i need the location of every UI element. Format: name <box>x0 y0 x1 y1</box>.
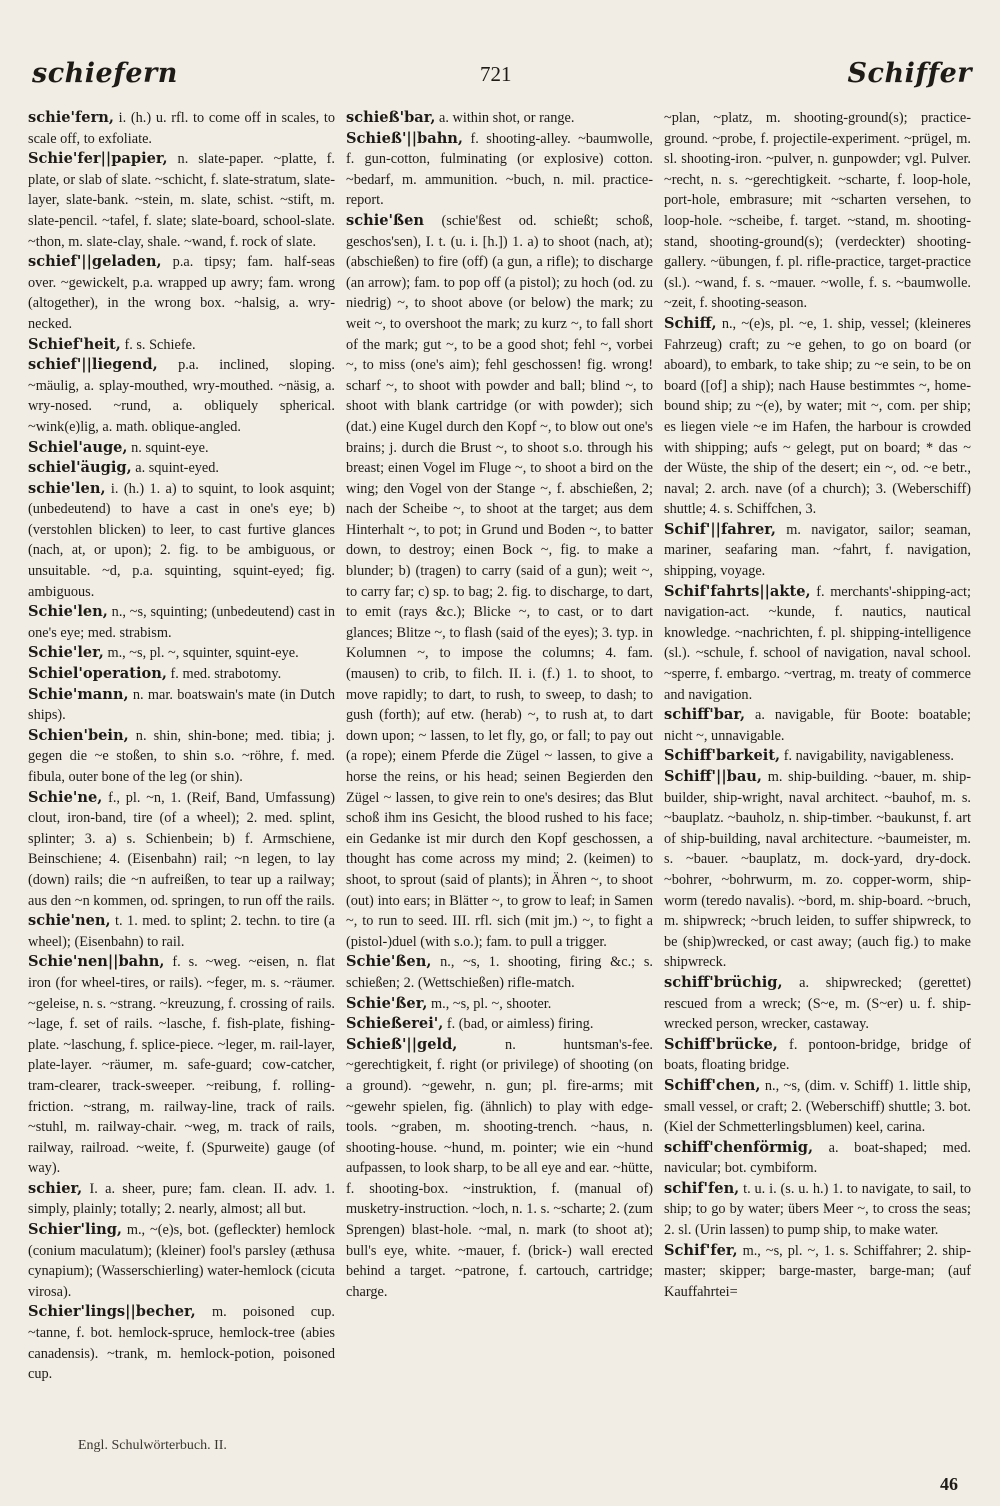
dictionary-entry <box>346 129 653 211</box>
entry-definition: a. boat-shaped; med. navicular; bot. cymbiform. <box>664 1139 971 1177</box>
dictionary-entry <box>28 952 335 1179</box>
entry-definition: f. navigability, navigableness. <box>780 748 954 765</box>
entry-headword: Schie'ler, <box>28 644 104 662</box>
entry-definition: f. pontoon-bridge, bridge of boats, floating bridge. <box>664 1036 971 1074</box>
dictionary-page <box>28 0 972 1506</box>
dictionary-entry <box>28 1179 335 1220</box>
page-number: 721 <box>480 62 512 86</box>
entry-definition: i. (h.) u. rfl. to come off in scales, to scale off, to exfoliate. <box>28 110 335 147</box>
columns <box>28 108 972 1468</box>
dictionary-entry <box>346 108 653 129</box>
entry-definition: f. (bad, or aimless) firing. <box>443 1016 594 1033</box>
dictionary-entry <box>28 458 335 479</box>
entry-headword: schif'fen, <box>664 1179 740 1197</box>
entry-headword: schiff'chenförmig, <box>664 1138 814 1156</box>
entry-headword: Schie'ne, <box>28 788 103 806</box>
column-1 <box>28 108 335 1468</box>
entry-definition: i. (h.) 1. a) to squint, to look asquint; (unbedeutend) to have a cast in one's eye; b) (verstohlen blicken) to leer, to cast furtive glances (nach, at, or upon); 2. fig. to be ambiguous, or unsuitable. ~d, p.a. squinting, squint-eyed; fig. ambiguous. <box>28 480 335 600</box>
entry-definition: f. shooting-alley. ~baumwolle, f. gun-cotton, fulminating (or explosive) cotton. ~bedarf, m. ammunition. ~buch, n. mil. practice-report. <box>346 130 653 209</box>
entry-headword: schie'ßen <box>346 211 424 229</box>
signature-mark: 46 <box>940 1474 958 1494</box>
entry-headword: Schießerei', <box>346 1015 444 1033</box>
entry-headword: schie'fern, <box>28 109 114 126</box>
entry-definition: I. a. sheer, pure; fam. clean. II. adv. 1. simply, plainly; totally; 2. nearly, almost; all but. <box>28 1180 335 1218</box>
dictionary-entry <box>28 335 335 356</box>
dictionary-entry <box>28 149 335 252</box>
entry-headword: schie'len, <box>28 479 106 497</box>
entry-definition: p.a. inclined, sloping. ~mäulig, a. splay-mouthed, wry-mouthed. ~näsig, a. wry-nosed. ~rund, a. obliquely spherical. ~wink(e)lig, a. math. oblique-angled. <box>28 357 335 435</box>
entry-definition: a. navigable, für Boote: boatable; nicht ~, unnavigable. <box>664 707 971 744</box>
entry-definition: n. huntsman's-fee. ~gerechtigkeit, f. right (or privilege) of shooting (on a ground). ~gewehr, n. gun; pl. fire-arms; mit ~gewehr spielen, fig. (ähnlich) to play with edge-tools. ~graben, m. shooting-trench. ~haus, n. shooting-house. ~hund, m. pointer; wie ein ~hund aufpassen, to look sharp, to be all eye and ear. ~hütte, f. shooting-box. ~instruktion, f. (manual of) musketry-instruction. ~loch, n. 1. s. ~scharte; 2. (zum Sprengen) blast-hole. ~mal, n. mark (to shoot at); bull's eye, white. ~mauer, f. (brick-) wall erected behind a target. ~patrone, f. cartouch, cartridge; charge. <box>346 1036 653 1300</box>
dictionary-entry <box>28 1302 335 1384</box>
dictionary-entry <box>28 664 335 685</box>
dictionary-entry <box>28 788 335 912</box>
entry-definition: t. 1. med. to splint; 2. techn. to tire (a wheel); (Eisenbahn) to rail. <box>28 913 335 950</box>
entry-headword: schier, <box>28 1179 83 1197</box>
entry-definition: n. slate-paper. ~platte, f. plate, or slab of slate. ~schicht, f. slate-stratum, slate-layer, slate-bank. ~stein, m. slate, schist. ~stift, m. slate-pencil. ~tafel, f. slate; slate-board, school-slate. ~thon, m. slate-clay, shale. ~wand, f. rock of slate. <box>28 151 335 250</box>
entry-headword: Schie'len, <box>28 603 108 621</box>
dictionary-entry <box>664 746 971 767</box>
entry-headword: schief'||liegend, <box>28 356 158 374</box>
entry-definition: n., ~s, 1. shooting, firing &c.; s. schießen; 2. (Wettschießen) rifle-match. <box>346 954 653 991</box>
dictionary-entry <box>664 1179 971 1241</box>
entry-headword: schiff'bar, <box>664 706 746 724</box>
entry-headword: Schiff'||bau, <box>664 768 762 785</box>
dictionary-entry <box>664 582 971 706</box>
entry-definition: p.a. tipsy; fam. half-seas over. ~gewickelt, p.a. wrapped up awry; fam. wrong (altogether), in the wrong box. ~halsig, a. wry-necked. <box>28 254 335 332</box>
dictionary-entry <box>346 952 653 993</box>
dictionary-entry <box>664 1241 971 1303</box>
entry-definition: (schie'ßest od. schießt; schoß, geschos'sen), I. t. (u. i. [h.]) 1. a) to shoot (nach, at); (abschießen) to fire (off) (a gun, a rifle); to discharge (an arrow); fam. to pop off (a pistol); zu hoch (od. zu niedrig) ~, to shoot above (or below) the mark; zu weit ~, to overshoot the mark; zu kurz ~, to fall short of the mark; gut ~, to be a good shot; fehl ~, vorbei ~, to miss (one's aim); fehl geschossen! fig. wrong! scharf ~, to shoot with powder and ball; blind ~, to shoot with blank cartridge (or with powder); sich (dat.) eine Kugel durch den Kopf ~, to blow out one's brains; j. durch die Brust ~, to shoot s.o. through his breast; einen Vogel im Fluge ~, to shoot a bird on the wing; den Vogel von der Stange ~, f. abschießen, 2; nach der Scheibe ~, to shoot at the target; aus dem Hinterhalt ~, to pot; in Grund und Boden ~, to batter down, to destroy; einen Bock ~, fig. to make a blunder; b) (tragen) to carry (said of a gun); weit ~, to carry far; c) sp. to bag; 2. fig. to discharge, to dart, to emit (rays &c.); Blicke ~, to cast, or to dart glances; Blitze ~, to flash (said of the eyes); 3. typ. in Kolumnen ~, to impose the columns; 4. fam. (mausen) to crib, to filch. II. i. (f.) 1. to shoot, to move rapidly; to dart, to rush, to sweep, to dash; to gush (forth); auf etw. (herab) ~, to rush at, to dart down upon; ~ lassen, to let fly, go, or fall; to pay out (a rope); einem Pferde die Zügel ~ lassen, to give a horse the reins, or his head; seinen Begierden den Zügel ~ lassen, to give rein to one's desires; das Blut schoß ihm ins Gesicht, the blood rushed to his face; ein Gedanke ist mir durch den Kopf geschossen, a thought has come across my mind; 2. (keimen) to shoot, to sprout (said of plants); in Ähren ~, to shoot (out) into ears; in Blätter ~, to grow to leaf; in Samen ~, to run to seed. III. rfl. sich (mit jm.) ~, to fight a (pistol-)duel (with s.o.); fam. to pull a trigger. <box>346 212 653 950</box>
entry-headword: Schier'ling, <box>28 1221 123 1239</box>
entry-definition: n. squint-eye. <box>127 439 209 456</box>
dictionary-entry <box>664 1035 971 1076</box>
entry-headword: Schie'mann, <box>28 685 129 703</box>
entry-definition: n. shin, shin-bone; med. tibia; j. gegen die ~e stoßen, to shin s.o. ~röhre, f. med. fibula, outer bone of the leg (or shin). <box>28 727 335 785</box>
column-3 <box>664 108 971 1468</box>
entry-headword: Schiff'chen, <box>664 1076 761 1094</box>
entry-definition: n. mar. boatswain's mate (in Dutch ships). <box>28 686 335 724</box>
entry-headword: schie'nen, <box>28 912 111 930</box>
dictionary-entry <box>346 1035 653 1303</box>
entry-headword: Schieß'||geld, <box>346 1035 458 1053</box>
entry-headword: schiel'äugig, <box>28 459 132 477</box>
entry-headword: Schiel'auge, <box>28 438 128 456</box>
entry-headword: Schie'ßer, <box>346 994 428 1012</box>
dictionary-entry <box>664 767 971 973</box>
dictionary-entry <box>664 973 971 1035</box>
entry-definition: m., ~s, pl. ~, squinter, squint-eye. <box>103 645 299 662</box>
running-head-right: Schiffer <box>847 58 972 89</box>
dictionary-entry <box>28 108 335 149</box>
dictionary-entry <box>664 705 971 746</box>
entry-headword: Schie'fer||papier, <box>28 150 168 168</box>
entry-definition: m., ~(e)s, bot. (gefleckter) hemlock (conium maculatum); (kleiner) fool's parsley (æthusa cynapium); (Wasserschierling) water-hemlock (cicuta virosa). <box>28 1222 335 1300</box>
entry-definition: n., ~s, squinting; (unbedeutend) cast in one's eye; med. strabism. <box>28 604 335 641</box>
dictionary-entry <box>664 520 971 582</box>
entry-headword: Schief'heit, <box>28 335 121 353</box>
entry-headword: schieß'bar, <box>346 109 436 126</box>
entry-headword: Schieß'||bahn, <box>346 129 463 147</box>
entry-headword: Schiff, <box>664 314 717 332</box>
dictionary-entry <box>28 602 335 643</box>
dictionary-entry <box>346 994 653 1015</box>
entry-definition: a. squint-eyed. <box>131 460 220 477</box>
imprint-note: Engl. Schulwörterbuch. II. <box>78 1438 227 1453</box>
running-head-left: schiefern <box>32 58 178 89</box>
entry-headword: Schiel'operation, <box>28 665 167 683</box>
dictionary-entry <box>28 911 335 952</box>
entry-definition: m., ~s, pl. ~, shooter. <box>427 995 552 1012</box>
entry-headword: schiff'brüchig, <box>664 973 783 991</box>
entry-definition: f. merchants'-shipping-act; navigation-act. ~kunde, f. nautics, nautical knowledge. ~nachrichten, f. pl. shipping-intelligence (sl.). ~schule, f. school of navigation, naval school. ~sperre, f. embargo. ~vertrag, m. treaty of commerce and navigation. <box>664 583 971 703</box>
dictionary-entry <box>28 479 335 603</box>
entry-headword: Schie'nen||bahn, <box>28 953 165 971</box>
entry-headword: Schie'ßen, <box>346 953 432 971</box>
entry-definition: a. within shot, or range. <box>435 110 575 126</box>
dictionary-entry <box>28 643 335 664</box>
entry-definition: a. shipwrecked; (gerettet) rescued from a wreck; (S~e, m. (S~er) u. f. ship-wrecked person, wrecker, castaway. <box>664 974 971 1033</box>
entry-headword: Schif'||fahrer, <box>664 520 776 538</box>
entry-headword: Schiff'brücke, <box>664 1035 778 1053</box>
dictionary-entry <box>28 1220 335 1302</box>
dictionary-entry <box>664 108 971 314</box>
dictionary-entry <box>664 314 971 520</box>
dictionary-entry <box>28 685 335 726</box>
dictionary-entry <box>346 211 653 952</box>
entry-definition: t. u. i. (s. u. h.) 1. to navigate, to sail, to ship; to go by water; übers Meer ~, to cross the seas; 2. sl. (Urin lassen) to pump ship, to make water. <box>664 1180 971 1239</box>
entry-headword: Schier'lings||becher, <box>28 1303 196 1321</box>
entry-definition: m. navigator, sailor; seaman, mariner, seafaring man. ~fahrt, f. navigation, shipping, voyage. <box>664 521 971 580</box>
running-head <box>32 58 972 98</box>
dictionary-entry <box>346 1014 653 1035</box>
entry-definition: n., ~s, (dim. v. Schiff) 1. little ship, small vessel, or craft; 2. (Weberschiff) shuttle; 3. bot. (Kiel der Schmetterlingsblumen) keel, carina. <box>664 1077 971 1136</box>
dictionary-entry <box>28 438 335 459</box>
entry-definition: f. s. ~weg. ~eisen, n. flat iron (for wheel-tires, or rails). ~feger, m. s. ~räumer. ~geleise, n. s. ~strang. ~kreuzung, f. crossing of rails. ~lage, f. set of rails. ~lasche, f. fish-plate, fishing-plate. ~laschung, f. splice-piece. ~leger, m. rail-layer, plate-layer. ~räumer, m. safe-guard; cow-catcher, tram-clearer, track-sweeper. ~reibung, f. rolling-friction. ~strang, m. railway-line, track of rails. ~stuhl, m. railway-chair. ~weg, m. track of rails, railway, railroad. ~weite, f. (Spurweite) gauge (of way). <box>28 954 335 1177</box>
entry-definition: m., ~s, pl. ~, 1. s. Schiffahrer; 2. ship-master; skipper; barge-master, barge-man; (auf Kauffahrtei= <box>664 1242 971 1300</box>
dictionary-entry <box>28 355 335 437</box>
entry-definition: n., ~(e)s, pl. ~e, 1. ship, vessel; (kleineres Fahrzeug) craft; zu ~e gehen, to go on board (or aboard), to embark, to take ship; zu ~e sein, to be on board ([of] a ship); nach Hause bestimmtes ~, home-bound ship; zu ~(e), by water; mit ~, com. per ship; es liegen viele ~e im Hafen, the harbour is crowded with shipping; aufs ~ gelegt, put on board; * das ~ der Wüste, the ship of the desert; ein ~, od. ~e betr., naval; 2. arch. nave (of a church); 3. (Weberschiff) shuttle; 4. s. Schiffchen, 3. <box>664 315 971 518</box>
entry-definition: ~plan, ~platz, m. shooting-ground(s); practice-ground. ~probe, f. projectile-experiment. ~prügel, m. sl. shooting-iron. ~pulver, n. gunpowder; vgl. Pulver. ~recht, n. s. ~gerechtigkeit. ~scharte, f. loop-hole, port-hole, embrasure; mit ~scharten versehen, to loop-hole. ~scheibe, f. target. ~stand, m. shooting-stand, shooting-ground(s); (verdeckter) shooting-gallery. ~übungen, f. pl. rifle-practice, target-practice (sl.). ~wand, f. s. ~mauer. ~wolle, f. s. ~baumwolle. ~zeit, f. shooting-season. <box>664 110 971 312</box>
entry-headword: schief'||geladen, <box>28 253 162 271</box>
entry-definition: f. s. Schiefe. <box>120 336 196 353</box>
dictionary-entry <box>664 1138 971 1179</box>
entry-headword: Schien'bein, <box>28 726 129 744</box>
dictionary-entry <box>664 1076 971 1138</box>
entry-headword: Schif'fahrts||akte, <box>664 582 811 600</box>
entry-headword: Schif'fer, <box>664 1241 738 1259</box>
entry-definition: m. ship-building. ~bauer, m. ship-builder, ship-wright, naval architect. ~bauhof, m. s. ~bauplatz. ~bauholz, n. ship-timber. ~baukunst, f. art of ship-building, naval architecture. ~baumeister, m. s. ~bauer. ~bauplatz, m. dock-yard, dry-dock. ~bohrer, ~bohrwurm, m. zo. copper-worm, ship-worm (teredo navalis). ~bord, m. ship-board. ~bruch, m. shipwreck; ~bruch leiden, to suffer shipwreck, to be (ship)wrecked, or cast away; (auch fig.) to make shipwreck. <box>664 769 971 971</box>
dictionary-entry <box>28 252 335 334</box>
entry-definition: f. med. strabotomy. <box>166 666 282 683</box>
entry-definition: f., pl. ~n, 1. (Reif, Band, Umfassung) clout, iron-band, tire (of a wheel); 2. med. splint, splinter; 3. a) s. Schienbein; b) f. Armschiene, Beinschiene; 4. (Eisenbahn) rail; ~n legen, to lay (down) rails; die ~n aufreißen, to tear up a railway; aus den ~n kommen, od. springen, to run off the rails. <box>28 789 335 909</box>
dictionary-entry <box>28 726 335 788</box>
entry-definition: m. poisoned cup. ~tanne, f. bot. hemlock-spruce, hemlock-tree (abies canadensis). ~trank, m. hemlock-potion, poisoned cup. <box>28 1304 335 1383</box>
entry-headword: Schiff'barkeit, <box>664 747 781 765</box>
column-2 <box>346 108 653 1468</box>
